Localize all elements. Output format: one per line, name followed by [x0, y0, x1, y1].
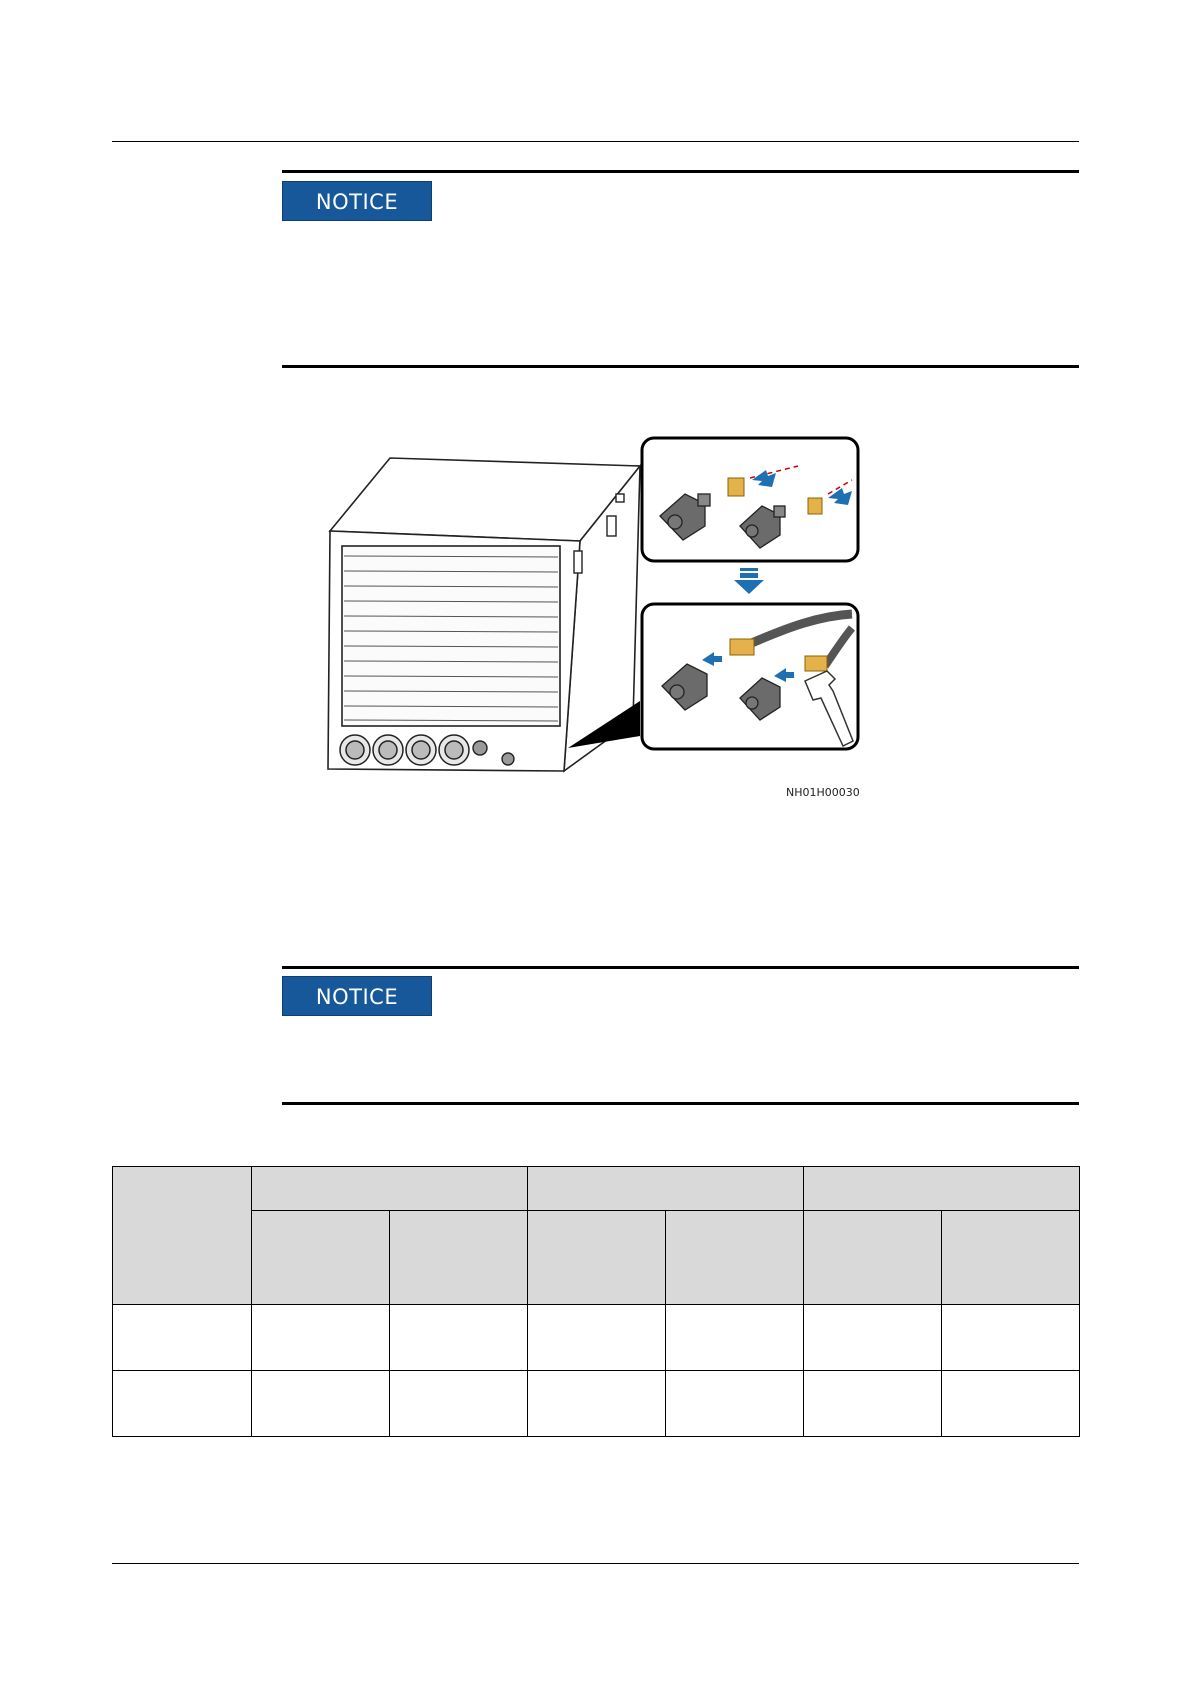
page-header-rule: [112, 141, 1079, 142]
table-sub-header: [666, 1211, 804, 1305]
figure-code: NH01H00030: [786, 786, 860, 799]
table-group-header: [528, 1167, 804, 1211]
pipe-connected-detail: [642, 604, 858, 749]
table-sub-header: [804, 1211, 942, 1305]
table-sub-header: [942, 1211, 1080, 1305]
table-row: [113, 1305, 1080, 1371]
table-cell: [390, 1305, 528, 1371]
pipe-connection-figure: [320, 436, 860, 806]
pipe-connector-detail: [642, 438, 858, 561]
table-corner-header: [113, 1167, 252, 1305]
table-sub-header: [390, 1211, 528, 1305]
table-cell: [113, 1371, 252, 1437]
table-sub-header: [528, 1211, 666, 1305]
table-cell: [390, 1371, 528, 1437]
down-arrow-icon: [734, 568, 764, 594]
table-cell: [942, 1305, 1080, 1371]
table-cell: [666, 1371, 804, 1437]
table-group-header: [252, 1167, 528, 1211]
table-group-header: [804, 1167, 1080, 1211]
table-cell: [942, 1371, 1080, 1437]
table-row: [113, 1371, 1080, 1437]
notice-top-rule: [282, 966, 1079, 969]
table-cell: [528, 1371, 666, 1437]
table-cell: [252, 1305, 390, 1371]
table-cell: [666, 1305, 804, 1371]
notice-bottom-rule: [282, 1102, 1079, 1105]
table-cell: [528, 1305, 666, 1371]
notice-bottom-rule: [282, 365, 1079, 368]
indoor-unit-illustration: [328, 458, 640, 771]
notice-top-rule: [282, 170, 1079, 173]
page-footer-rule: [112, 1563, 1079, 1564]
table-sub-header: [252, 1211, 390, 1305]
table-cell: [252, 1371, 390, 1437]
table-cell: [113, 1305, 252, 1371]
table-cell: [804, 1371, 942, 1437]
spec-table: [112, 1166, 1080, 1437]
notice-badge: NOTICE: [282, 976, 432, 1016]
table-cell: [804, 1305, 942, 1371]
notice-badge: NOTICE: [282, 181, 432, 221]
